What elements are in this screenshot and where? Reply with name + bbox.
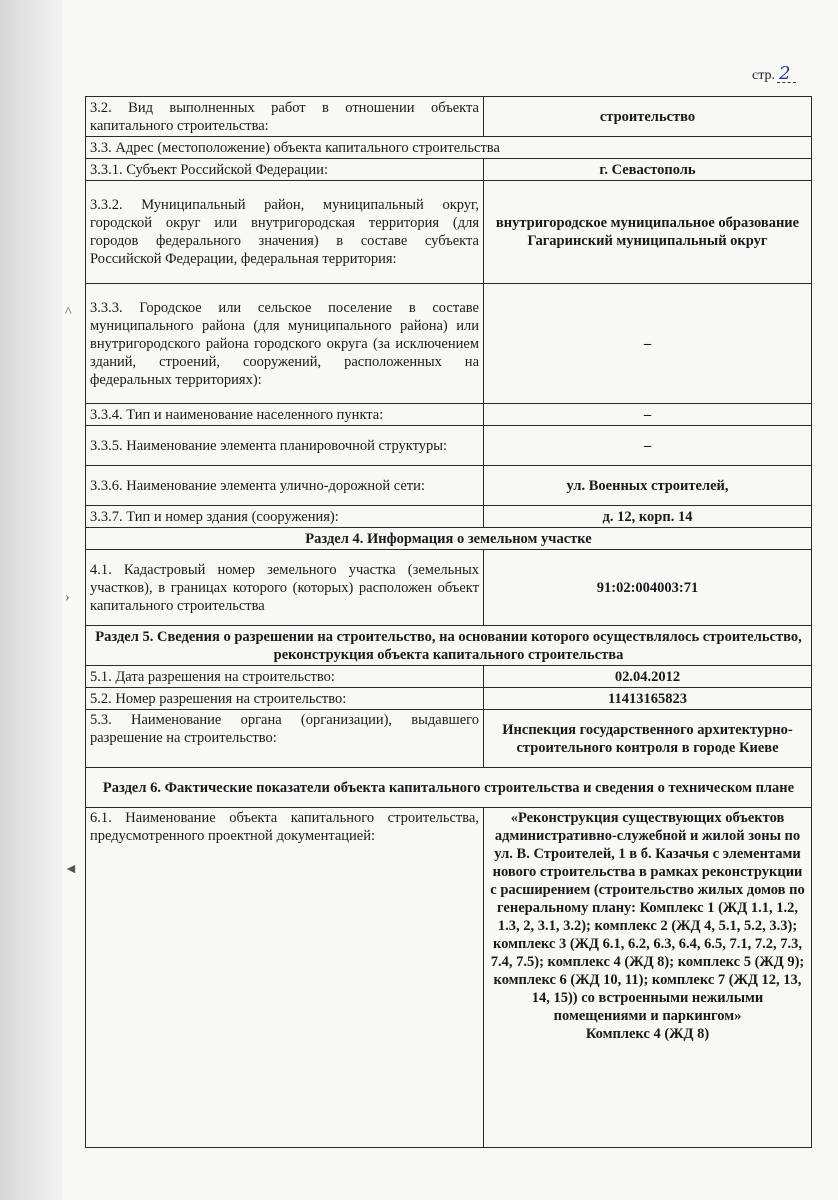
section-header <box>86 528 812 550</box>
row-label: 3.3.4. Тип и наименование населенного пункта: <box>86 404 484 426</box>
row-label: 5.3. Наименование органа (организации), выдавшего разрешение на строительство: <box>86 710 484 768</box>
row-value: 02.04.2012 <box>484 666 812 688</box>
object-name: «Реконструкция существующих объектов административно-служебной и жилой зоны по ул. В. Строителей, 1 в б. Казачья с элементами нового строительства в рамках реконструкции с расширением (строительство жилых домов по генеральному плану: Комплекс 1 (ЖД 1.1, 1.2, 1.3, 2, 3.1, 3.2); комплекс 2 (ЖД 4, 5.1, 5.2, 3.3); комплекс 3 (ЖД 6.1, 6.2, 6.3, 6.4, 6.5, 7.1, 7.2, 7.3, 7.4, 7.5); комплекс 4 (ЖД 8); комплекс 5 (ЖД 9); комплекс 6 (ЖД 10, 11); комплекс 7 (ЖД 12, 13, 14, 15)) со встроенными нежилыми помещениями и паркингом» <box>490 810 805 1024</box>
row-value: г. Севастополь <box>484 159 812 181</box>
binding-mark: › <box>65 590 70 605</box>
table-row <box>86 710 812 768</box>
section-header <box>86 626 812 666</box>
row-label: 3.3.7. Тип и номер здания (сооружения): <box>86 506 484 528</box>
table-row <box>86 426 812 466</box>
row-value: д. 12, корп. 14 <box>484 506 812 528</box>
row-label: 5.2. Номер разрешения на строительство: <box>86 688 484 710</box>
row-label: 3.3.3. Городское или сельское поселение в составе муниципального района (для муниципального района) или внутригородского района городского округа (за исключением зданий, строений, сооружений, расположенных на федеральных территориях): <box>86 284 484 404</box>
table-row <box>86 404 812 426</box>
row-label: 6.1. Наименование объекта капитального строительства, предусмотренного проектной документацией: <box>86 808 484 1148</box>
row-value: внутригородское муниципальное образование Гагаринский муниципальный округ <box>484 181 812 284</box>
page-number <box>752 63 796 84</box>
permit-table <box>85 96 812 1148</box>
table-row <box>86 666 812 688</box>
row-label: 3.2. Вид выполненных работ в отношении объекта капитального строительства: <box>86 97 484 137</box>
table-row <box>86 137 812 159</box>
table-row <box>86 808 812 1148</box>
table-row <box>86 181 812 284</box>
row-value <box>484 808 812 1148</box>
row-value: строительство <box>484 97 812 137</box>
table-row <box>86 466 812 506</box>
table-row <box>86 159 812 181</box>
row-label: 5.1. Дата разрешения на строительство: <box>86 666 484 688</box>
scan-shadow <box>0 0 68 1200</box>
row-value: – <box>484 426 812 466</box>
table-row <box>86 550 812 626</box>
row-value: ул. Военных строителей, <box>484 466 812 506</box>
binding-mark: ^ <box>65 305 72 320</box>
section-title: Раздел 5. Сведения о разрешении на строительство, на основании которого осуществлялось строительство, реконструкция объекта капитального строительства <box>86 626 812 666</box>
section-title: Раздел 6. Фактические показатели объекта капитального строительства и сведения о техническом плане <box>86 768 812 808</box>
section-title: Раздел 4. Информация о земельном участке <box>86 528 812 550</box>
row-value: – <box>484 404 812 426</box>
table-row <box>86 97 812 137</box>
binding-mark: ◄ <box>64 862 78 877</box>
object-complex: Комплекс 4 (ЖД 8) <box>585 1026 710 1042</box>
row-value: 91:02:004003:71 <box>484 550 812 626</box>
row-label: 3.3.2. Муниципальный район, муниципальный округ, городской округ или внутригородская территория (для городов федерального значения) в составе субъекта Российской Федерации, федеральная территория: <box>86 181 484 284</box>
row-label: 3.3.6. Наименование элемента улично-дорожной сети: <box>86 466 484 506</box>
row-value: Инспекция государственного архитектурно-строительного контроля в городе Киеве <box>484 710 812 768</box>
table-row <box>86 506 812 528</box>
row-label: 3.3.5. Наименование элемента планировочной структуры: <box>86 426 484 466</box>
page-number-label: стр. <box>752 68 776 83</box>
row-value: 11413165823 <box>484 688 812 710</box>
page-number-value: 2 <box>777 66 796 83</box>
row-value: – <box>484 284 812 404</box>
table-row <box>86 688 812 710</box>
section-header <box>86 768 812 808</box>
row-label: 3.3. Адрес (местоположение) объекта капитального строительства <box>86 137 812 159</box>
table-row <box>86 284 812 404</box>
row-label: 3.3.1. Субъект Российской Федерации: <box>86 159 484 181</box>
row-label: 4.1. Кадастровый номер земельного участка (земельных участков), в границах которого (которых) расположен объект капитального строительства <box>86 550 484 626</box>
